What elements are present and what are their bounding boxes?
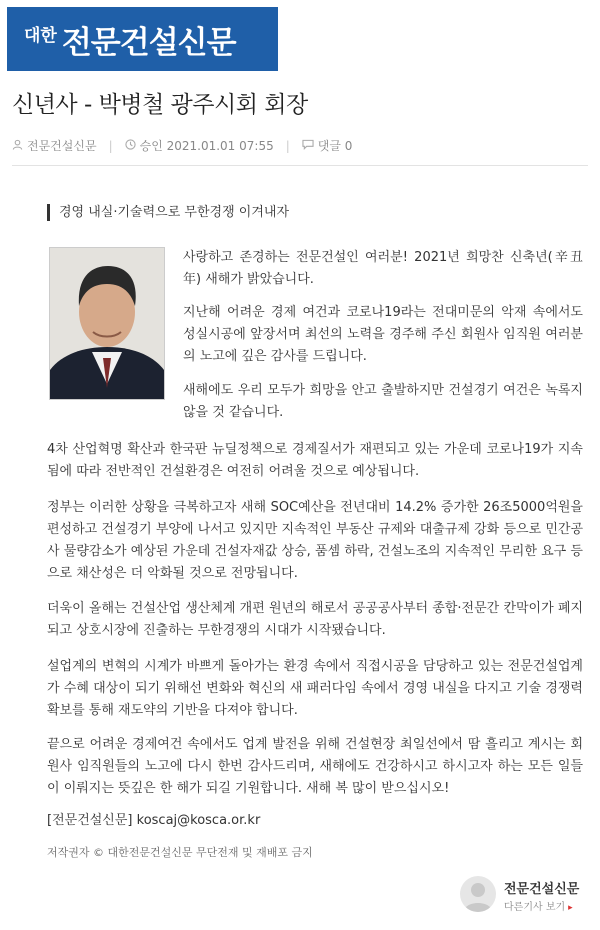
article-subheading: 경영 내실·기술력으로 무한경쟁 이겨내자: [47, 204, 289, 221]
article-meta: [12, 137, 352, 154]
author-name: 전문건설신문: [504, 882, 580, 897]
copyright-notice: 저작권자 © 대한전문건설신문 무단전재 및 재배포 금지: [47, 846, 313, 859]
meta-approved-time: 승인 2021.01.01 07:55: [139, 139, 274, 153]
logo-small-text: 대한: [24, 25, 57, 46]
other-articles-label[interactable]: 다른기사 보기: [504, 902, 566, 913]
chevron-right-icon: ▸: [568, 903, 573, 913]
other-articles-link[interactable]: [504, 898, 573, 913]
meta-comments[interactable]: 댓글 0: [317, 139, 353, 153]
article-byline: [전문건설신문] koscaj@kosca.or.kr: [47, 813, 261, 828]
paragraph: 사랑하고 존경하는 전문건설인 여러분! 2021년 희망찬 신축년(辛丑年) 새해가 밝았습니다.: [183, 250, 583, 287]
meta-divider-line: [12, 165, 588, 166]
author-photo: [49, 247, 165, 400]
meta-divider: |: [285, 138, 290, 153]
author-box: [460, 876, 590, 916]
article-title: 신년사 - 박병철 광주시회 회장: [12, 92, 308, 118]
site-logo[interactable]: [7, 7, 278, 71]
paragraph: 4차 산업혁명 확산과 한국판 뉴딜정책으로 경제질서가 재편되고 있는 가운데 코로나19가 지속됨에 따라 전반적인 건설환경은 여전히 어려울 것으로 예상됩니다.: [47, 442, 583, 479]
meta-divider: |: [108, 138, 113, 153]
avatar: [460, 876, 496, 912]
meta-author: 전문건설신문: [27, 139, 97, 153]
paragraph: 더욱이 올해는 건설산업 생산체계 개편 원년의 해로서 공공공사부터 종합·전문간 칸막이가 폐지되고 상호시장에 진출하는 무한경쟁의 시대가 시작됐습니다.: [47, 601, 583, 638]
logo-main-text: 전문건설신문: [61, 24, 236, 61]
clock-icon: [125, 139, 136, 153]
user-icon: [12, 139, 23, 153]
paragraph: 설업계의 변혁의 시계가 바쁘게 돌아가는 환경 속에서 직접시공을 담당하고 있는 전문건설업계가 수혜 대상이 되기 위해선 변화와 혁신의 새 패러다임 속에서 경영 내실을 다지고 기술 경쟁력 확보를 통해 재도약의 기반을 다져야 합니다.: [47, 659, 583, 718]
paragraph: 정부는 이러한 상황을 극복하고자 새해 SOC예산을 전년대비 14.2% 증가한 26조5000억원을 편성하고 건설경기 부양에 나서고 있지만 지속적인 부동산 규제와 대출규제 강화 등으로 민간공사 물량감소가 예상된 가운데 건설자재값 상승, 품셈 하락, 건설노조의 지속적인 무리한 요구 등으로 채산성은 더 악화될 것으로 전망됩니다.: [47, 500, 583, 581]
paragraph: 지난해 어려운 경제 여건과 코로나19라는 전대미문의 악재 속에서도 성실시공에 앞장서며 최선의 노력을 경주해 주신 회원사 임직원 여러분의 노고에 깊은 감사를 드립니다.: [183, 305, 583, 364]
paragraph: 새해에도 우리 모두가 희망을 안고 출발하지만 건설경기 여건은 녹록지 않을 것 같습니다.: [183, 383, 583, 420]
paragraph: 끝으로 어려운 경제여건 속에서도 업계 발전을 위해 건설현장 최일선에서 땀 흘리고 계시는 회원사 임직원들의 노고에 다시 한번 감사드리며, 새해에도 건강하시고 하시고자 하는 모든 일들이 이뤄지는 뜻깊은 한 해가 되길 기원합니다. 새해 복 많이 받으십시오!: [47, 737, 583, 796]
comment-icon: [302, 139, 314, 153]
